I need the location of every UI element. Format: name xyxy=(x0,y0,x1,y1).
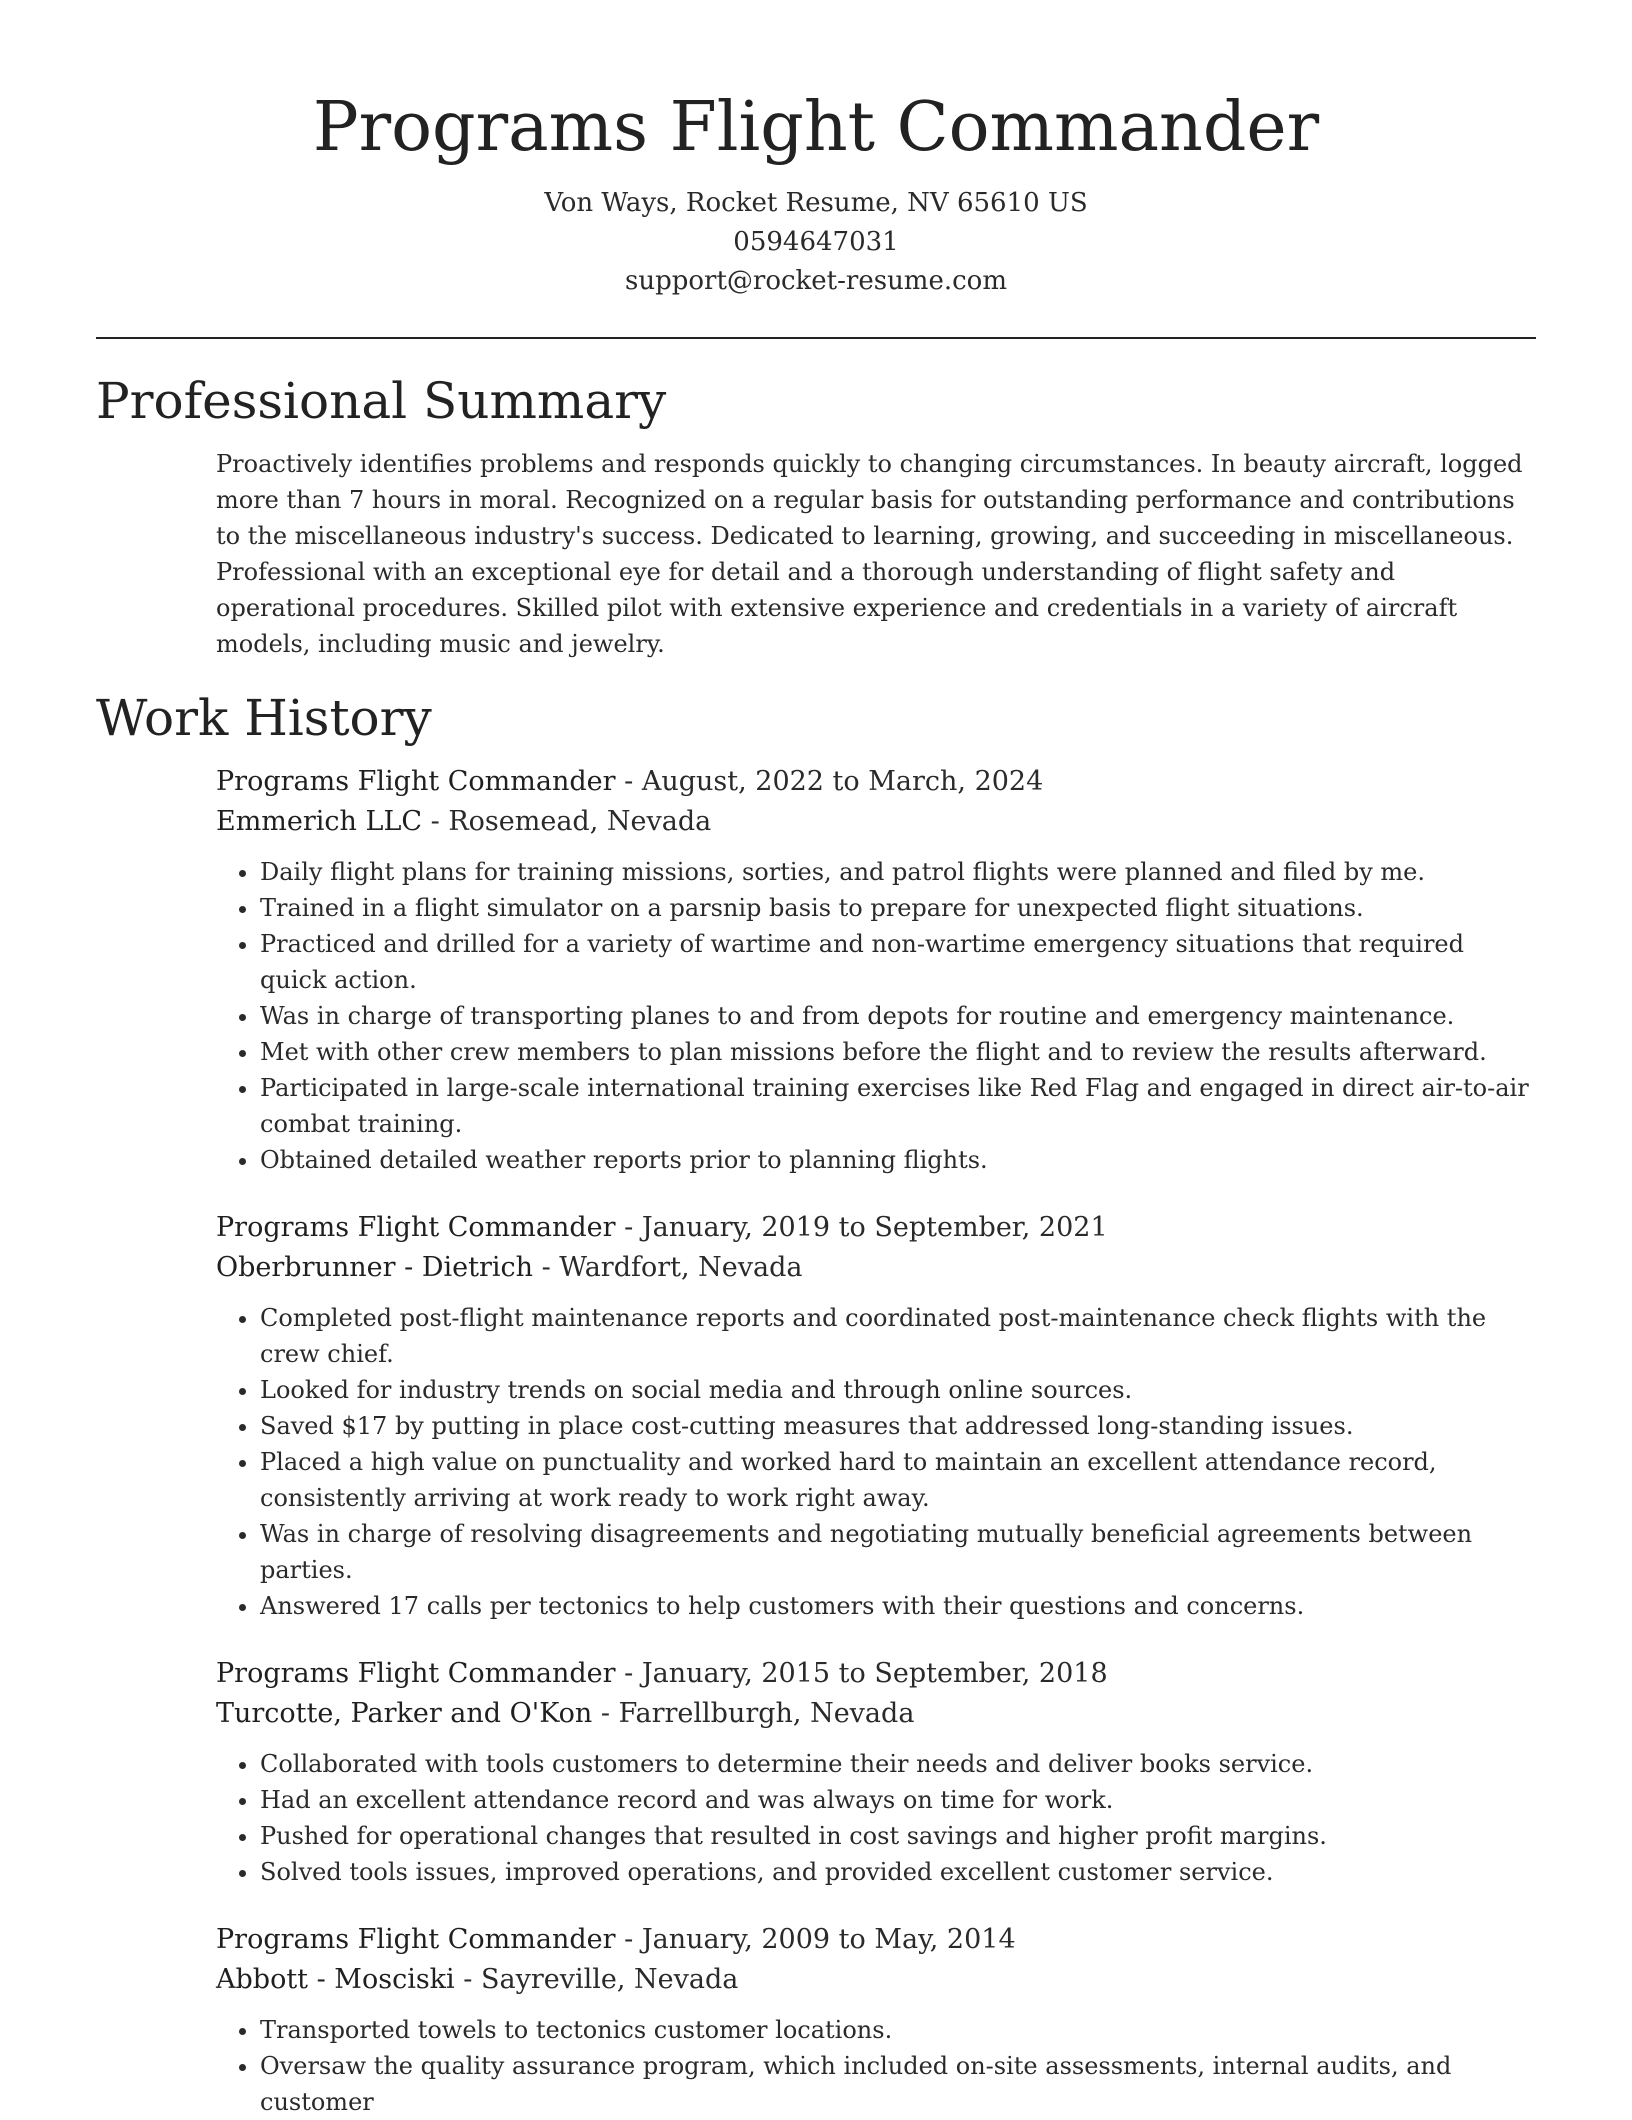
job-bullet: • Daily flight plans for training missions, sorties, and patrol flights were planned and filed by me. xyxy=(260,854,1536,890)
job-company-line xyxy=(216,802,1536,842)
job-company: Emmerich LLC xyxy=(216,806,423,837)
job-entry xyxy=(216,762,1536,1178)
job-company: Oberbrunner - Dietrich xyxy=(216,1252,533,1283)
job-entry xyxy=(216,1208,1536,1624)
job-bullets xyxy=(216,1300,1536,1624)
job-role: Programs Flight Commander xyxy=(216,766,616,797)
job-bullets xyxy=(216,854,1536,1178)
work-history-section xyxy=(216,762,1536,2120)
job-bullet: • Saved $17 by putting in place cost-cutting measures that addressed long-standing issues. xyxy=(260,1408,1536,1444)
job-company: Turcotte, Parker and O'Kon xyxy=(216,1698,593,1729)
job-title-line xyxy=(216,1208,1536,1248)
job-bullet: • Practiced and drilled for a variety of wartime and non-wartime emergency situations that required quick action. xyxy=(260,926,1536,998)
email: support@rocket-resume.com xyxy=(624,266,1007,296)
candidate-name: Programs Flight Commander xyxy=(312,88,1320,167)
summary-heading: Professional Summary xyxy=(96,372,667,430)
job-bullet: • Answered 17 calls per tectonics to help customers with their questions and concerns. xyxy=(260,1588,1536,1624)
job-location: - Wardfort, Nevada xyxy=(533,1252,803,1283)
job-bullet: • Looked for industry trends on social media and through online sources. xyxy=(260,1372,1536,1408)
job-bullet: • Trained in a flight simulator on a parsnip basis to prepare for unexpected flight situations. xyxy=(260,890,1536,926)
job-company-line xyxy=(216,1248,1536,1288)
job-bullet: • Oversaw the quality assurance program, which included on-site assessments, internal audits, and customer xyxy=(260,2048,1536,2120)
job-location: - Sayreville, Nevada xyxy=(454,1964,739,1995)
job-bullet: • Solved tools issues, improved operations, and provided excellent customer service. xyxy=(260,1854,1536,1890)
job-bullet: • Was in charge of transporting planes to and from depots for routine and emergency maintenance. xyxy=(260,998,1536,1034)
resume-header xyxy=(96,0,1536,301)
job-company-line xyxy=(216,1694,1536,1734)
job-dates: - January, 2019 to September, 2021 xyxy=(615,1212,1108,1243)
job-bullet: • Had an excellent attendance record and was always on time for work. xyxy=(260,1782,1536,1818)
resume-page xyxy=(96,0,1536,2120)
job-title-line xyxy=(216,1920,1536,1960)
summary-section xyxy=(216,446,1536,662)
job-company: Abbott - Mosciski xyxy=(216,1964,455,1995)
job-title-line xyxy=(216,762,1536,802)
job-bullet: • Met with other crew members to plan missions before the flight and to review the results afterward. xyxy=(260,1034,1536,1070)
job-entry xyxy=(216,1920,1536,2120)
job-role: Programs Flight Commander xyxy=(216,1924,616,1955)
job-title-line xyxy=(216,1654,1536,1694)
job-role: Programs Flight Commander xyxy=(216,1212,616,1243)
job-bullet: • Completed post-flight maintenance reports and coordinated post-maintenance check flights with the crew chief. xyxy=(260,1300,1536,1372)
summary-text: Proactively identifies problems and responds quickly to changing circumstances. In beauty aircraft, logged more than 7 hours in moral. Recognized on a regular basis for outstanding performance and contributions to the miscellaneous industry's success. Dedicated to learning, growing, and succeeding in miscellaneous. Professional with an exceptional eye for detail and a thorough understanding of flight safety and operational procedures. Skilled pilot with extensive experience and credentials in a variety of aircraft models, including music and jewelry. xyxy=(216,450,1523,658)
job-bullet: • Obtained detailed weather reports prior to planning flights. xyxy=(260,1142,1536,1178)
job-dates: - January, 2009 to May, 2014 xyxy=(615,1924,1016,1955)
job-bullet: • Collaborated with tools customers to determine their needs and deliver books service. xyxy=(260,1746,1536,1782)
job-location: - Rosemead, Nevada xyxy=(422,806,712,837)
job-bullet: • Was in charge of resolving disagreements and negotiating mutually beneficial agreements between parties. xyxy=(260,1516,1536,1588)
job-bullet: • Placed a high value on punctuality and worked hard to maintain an excellent attendance record, consistently arriving at work ready to work right away. xyxy=(260,1444,1536,1516)
work-history-heading: Work History xyxy=(96,689,432,747)
job-bullet: • Pushed for operational changes that resulted in cost savings and higher profit margins. xyxy=(260,1818,1536,1854)
address: Von Ways, Rocket Resume, NV 65610 US xyxy=(544,188,1088,218)
header-divider xyxy=(96,337,1536,339)
job-location: - Farrellburgh, Nevada xyxy=(592,1698,915,1729)
job-company-line xyxy=(216,1960,1536,2000)
job-bullet: • Transported towels to tectonics customer locations. xyxy=(260,2012,1536,2048)
job-entry xyxy=(216,1654,1536,1890)
phone: 0594647031 xyxy=(733,227,899,257)
job-bullets xyxy=(216,2012,1536,2120)
job-role: Programs Flight Commander xyxy=(216,1658,616,1689)
job-bullets xyxy=(216,1746,1536,1890)
job-bullet: • Participated in large-scale international training exercises like Red Flag and engaged in direct air-to-air combat training. xyxy=(260,1070,1536,1142)
job-dates: - August, 2022 to March, 2024 xyxy=(615,766,1044,797)
job-dates: - January, 2015 to September, 2018 xyxy=(615,1658,1108,1689)
